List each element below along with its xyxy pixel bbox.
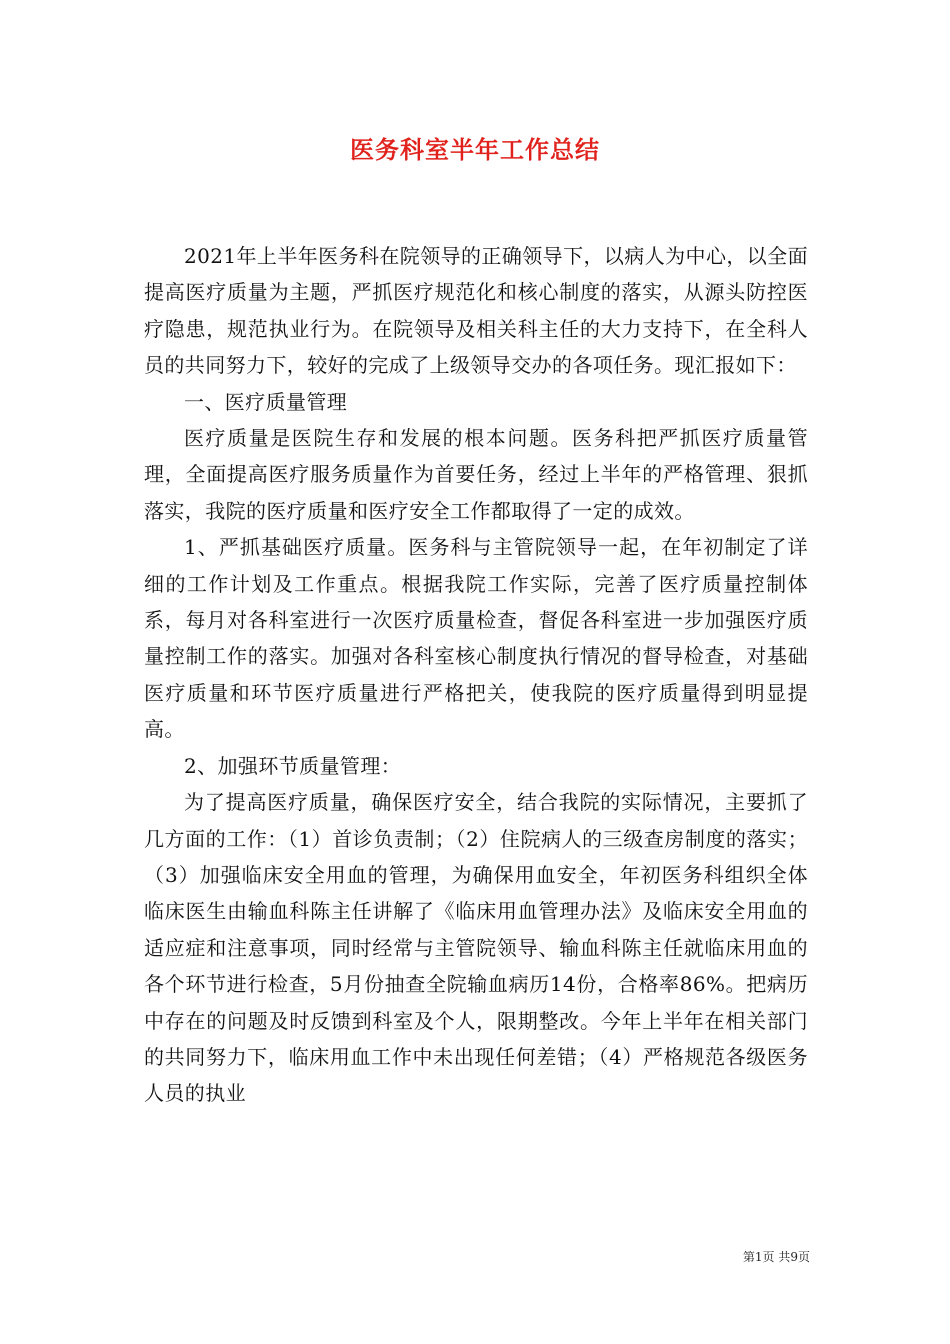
paragraph-intro: 2021年上半年医务科在院领导的正确领导下，以病人为中心，以全面提高医疗质量为主题，严抓医疗规范化和核心制度的落实，从源头防控医疗隐患，规范执业行为。在院领导及相关科主任的大力支持下，在全科人员的共同努力下，较好的完成了上级领导交办的各项任务。现汇报如下：	[144, 244, 808, 378]
page-number: 第1页 共9页	[742, 1250, 810, 1264]
paragraph-basic-quality: 1、严抓基础医疗质量。医务科与主管院领导一起，在年初制定了详细的工作计划及工作重点。根据我院工作实际，完善了医疗质量控制体系，每月对各科室进行一次医疗质量检查，督促各科室进一步加强医疗质量控制工作的落实。加强对各科室核心制度执行情况的督导检查，对基础医疗质量和环节医疗质量进行严格把关，使我院的医疗质量得到明显提高。	[144, 535, 808, 742]
subheading-link-quality: 2、加强环节质量管理：	[184, 753, 402, 778]
section-heading-medical-quality: 一、医疗质量管理	[184, 389, 348, 414]
document-title: 医务科室半年工作总结	[350, 135, 600, 164]
paragraph-link-quality: 为了提高医疗质量，确保医疗安全，结合我院的实际情况，主要抓了几方面的工作：（1）首诊负责制；（2）住院病人的三级查房制度的落实；（3）加强临床安全用血的管理，为确保用血安全，年初医务科组织全体临床医生由输血科陈主任讲解了《临床用血管理办法》及临床安全用血的适应症和注意事项，同时经常与主管院领导、输血科陈主任就临床用血的各个环节进行检查，5月份抽查全院输血病历14份，合格率86%。把病历中存在的问题及时反馈到科室及个人，限期整改。今年上半年在相关部门的共同努力下，临床用血工作中未出现任何差错；（4）严格规范各级医务人员的执业	[144, 790, 808, 1106]
document-body	[144, 238, 808, 1112]
paragraph-quality-overview: 医疗质量是医院生存和发展的根本问题。医务科把严抓医疗质量管理，全面提高医疗服务质量作为首要任务，经过上半年的严格管理、狠抓落实，我院的医疗质量和医疗安全工作都取得了一定的成效。	[144, 426, 808, 523]
